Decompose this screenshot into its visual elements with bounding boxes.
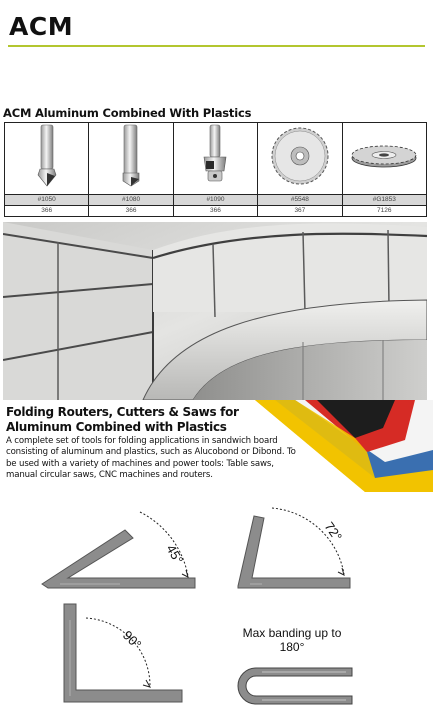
product-page: 366 [89, 206, 173, 217]
max-banding-note [232, 626, 352, 654]
fold-72-diagram [232, 500, 362, 595]
angle-90-label: 90° [119, 627, 145, 653]
section-heading: ACM Aluminum Combined With Plastics [3, 106, 252, 120]
fold-180-diagram [236, 664, 356, 708]
v-groove-router-bit-icon [32, 123, 62, 189]
product-code: #1080 [89, 195, 173, 206]
product-code: #1090 [173, 195, 257, 206]
product-page: 367 [258, 206, 342, 217]
composite-panels-image [255, 400, 433, 492]
folding-description: A complete set of tools for folding applications in sandwich board consisting of aluminum and plastics, such as Alucobond or Dibond. To be used with a variety of machines and power tools: Table saws, manual circular saws, CNC machines and routers. [6, 436, 296, 480]
product-cell-4[interactable] [258, 123, 342, 195]
product-cell-1[interactable] [5, 123, 89, 195]
fold-90-diagram [58, 600, 188, 708]
product-page: 7126 [342, 206, 426, 217]
saw-blade-icon [268, 124, 332, 188]
product-code: #1050 [5, 195, 89, 206]
product-cell-2[interactable] [89, 123, 173, 195]
page-title: ACM [9, 12, 74, 41]
angle-72-label: 72° [321, 519, 346, 544]
folding-heading-line1: Folding Routers, Cutters & Saws for [6, 405, 239, 419]
product-code: #5548 [258, 195, 342, 206]
max-banding-line2: 180° [279, 640, 305, 654]
product-page: 366 [173, 206, 257, 217]
product-cell-3[interactable] [173, 123, 257, 195]
product-page: 366 [5, 206, 89, 217]
grooving-cutter-icon [348, 136, 420, 176]
title-underline [8, 45, 425, 47]
product-cell-5[interactable] [342, 123, 426, 195]
folding-heading-line2: Aluminum Combined with Plastics [6, 420, 227, 434]
angle-45-label: 45° [163, 542, 187, 567]
bearing-router-bit-icon [198, 123, 232, 189]
product-code: #G1853 [342, 195, 426, 206]
folding-heading [6, 405, 239, 435]
building-facade-photo [3, 222, 427, 400]
max-banding-line1: Max banding up to [242, 626, 342, 640]
product-table [4, 122, 427, 217]
fold-45-diagram [40, 500, 200, 595]
straight-router-bit-icon [116, 123, 146, 189]
